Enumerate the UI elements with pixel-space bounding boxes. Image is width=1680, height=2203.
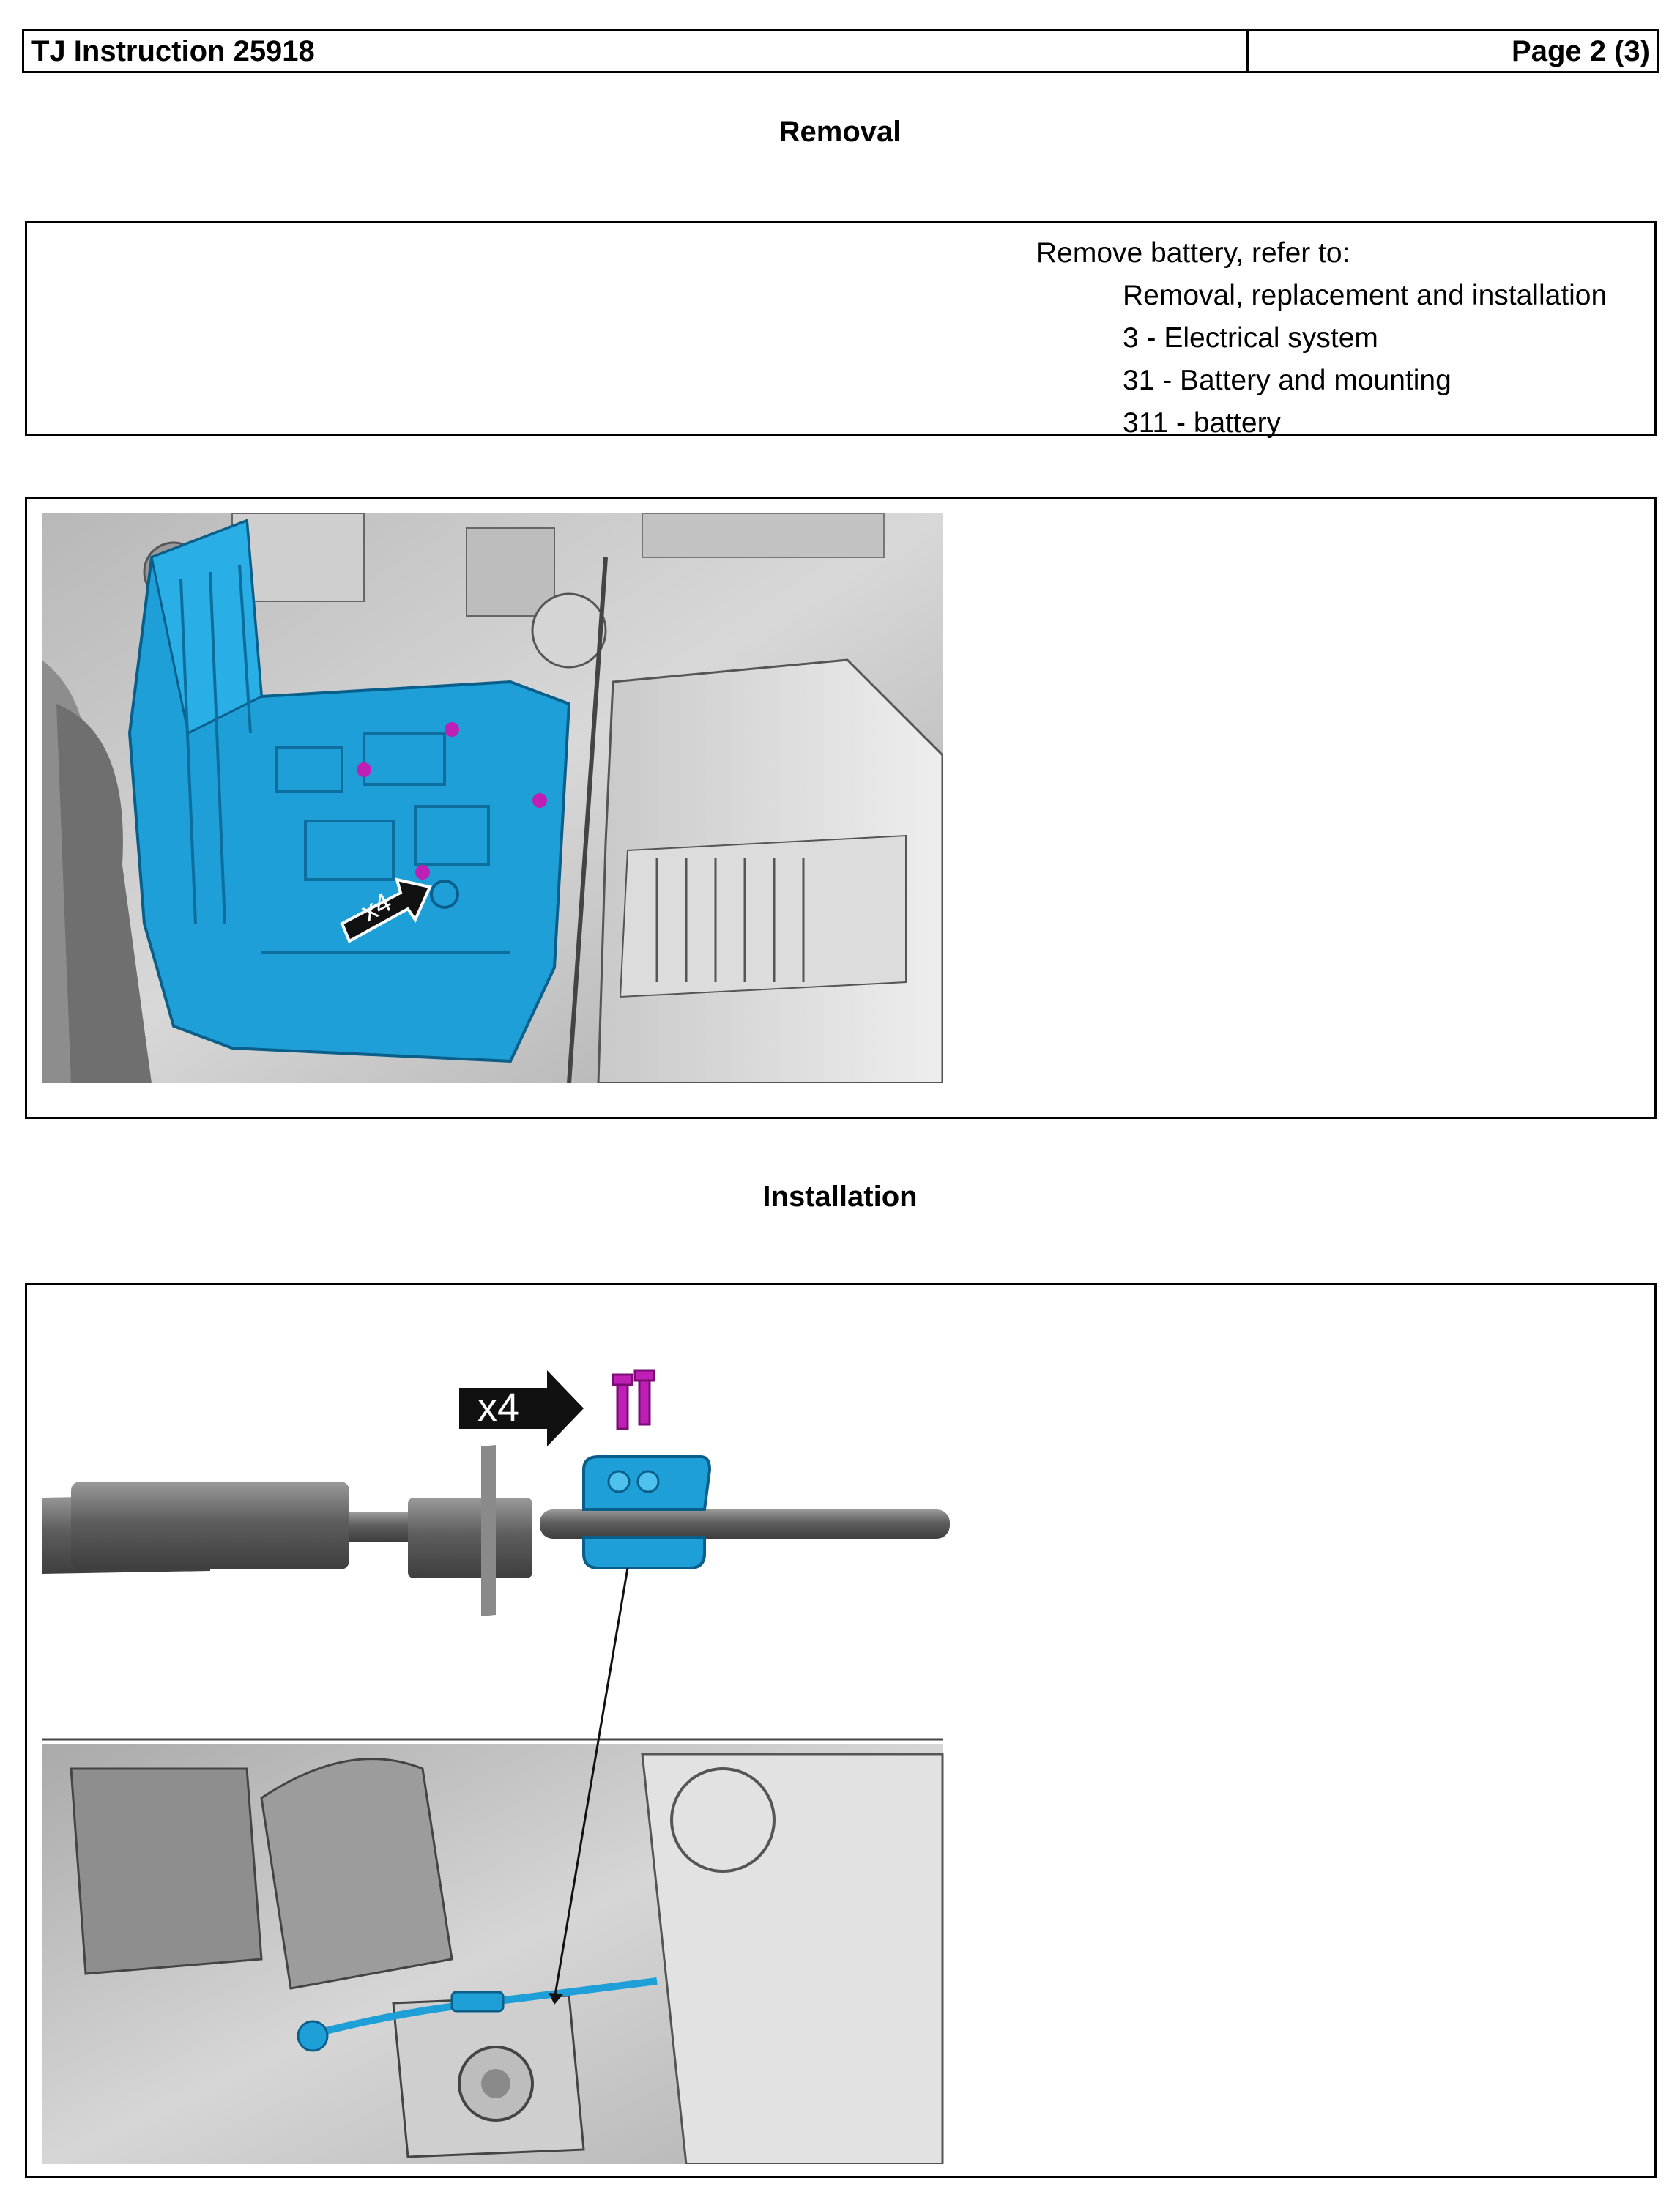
removal-reference-box [25,221,1657,439]
installation-figure-box [25,1283,1657,2178]
reference-list [1036,232,1607,445]
bolt [415,865,430,880]
callout-label: x4 [477,1386,520,1430]
battery-tray-illustration [42,513,943,1083]
callout-label: x4 [356,887,397,928]
installation-heading: Installation [762,1181,918,1213]
bolt [357,762,371,777]
document-title: TJ Instruction 25918 [24,31,1249,71]
removal-figure-box [25,497,1657,1119]
page-number: Page 2 (3) [1512,35,1650,67]
cable-clamp-illustration [42,1300,964,2164]
bolt [445,722,459,737]
reference-item: Removal, replacement and installation [1123,280,1607,311]
reference-item: 311 - battery [1123,407,1282,439]
bolt [532,793,547,808]
reference-item: 3 - Electrical system [1123,322,1378,354]
reference-lead: Remove battery, refer to: [1036,237,1350,269]
reference-item: 31 - Battery and mounting [1123,365,1452,396]
removal-heading: Removal [778,116,902,148]
page-header [22,29,1659,73]
